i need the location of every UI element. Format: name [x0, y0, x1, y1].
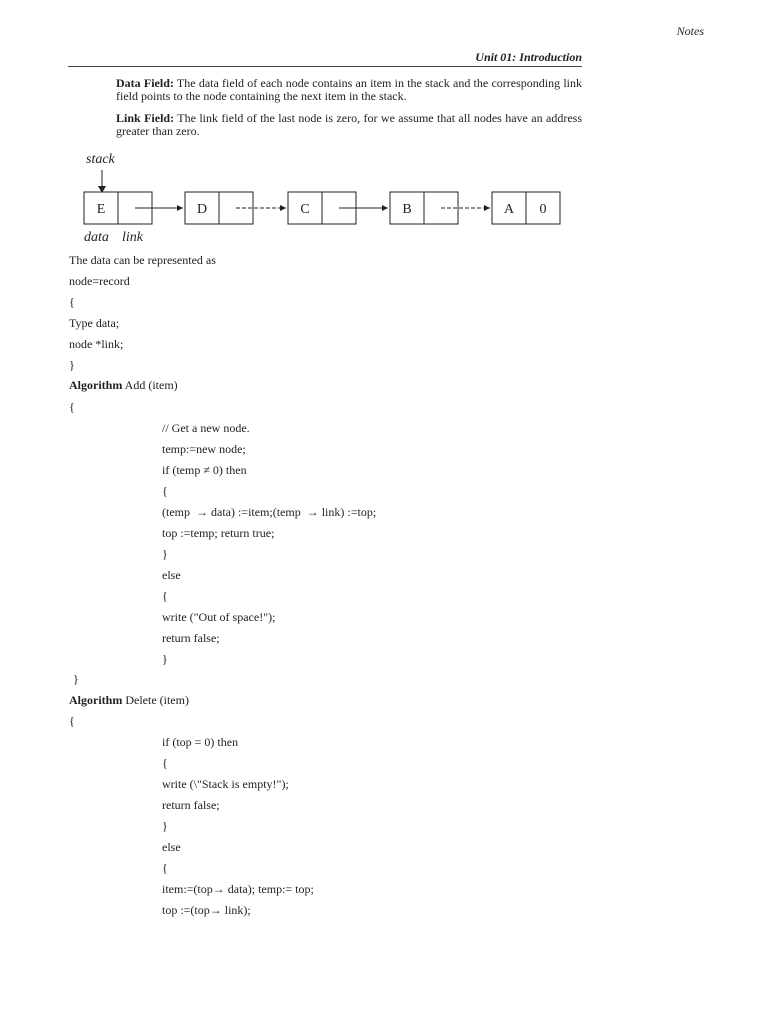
code-line: node=record [69, 274, 130, 288]
code-line: top :=(top→ link); [162, 903, 251, 917]
stack-node [390, 192, 490, 224]
code-line: } [69, 358, 75, 372]
code-line: Type data; [69, 316, 120, 330]
linked-stack-diagram [80, 146, 570, 250]
stack-node [492, 192, 560, 224]
unit-title: Unit 01: Introduction [475, 50, 582, 64]
stack-label: stack [86, 152, 115, 167]
code-line: top :=temp; return true; [162, 526, 275, 540]
code-line: item:=(top→ data); temp:= top; [162, 882, 314, 896]
link-arrowhead [280, 205, 286, 211]
add-signature: Add (item) [122, 378, 178, 392]
link-arrowhead [382, 205, 388, 211]
data-field-definition [116, 77, 582, 103]
link-arrowhead [484, 205, 490, 211]
code-line: } [162, 819, 168, 833]
delete-algorithm-heading [69, 693, 189, 707]
header-rule [68, 66, 582, 67]
data-label: data [84, 230, 109, 245]
data-field-term: Data Field: [116, 76, 174, 90]
node-layer [84, 192, 560, 224]
node-value: C [300, 202, 310, 217]
link-label: link [122, 230, 143, 245]
add-close-brace: } [73, 672, 79, 686]
code-line: if (temp ≠ 0) then [162, 463, 247, 477]
code-line: return false; [162, 798, 220, 812]
code-line: } [162, 652, 168, 666]
delete-open-brace: { [69, 714, 75, 728]
delete-signature: Delete (item) [122, 693, 189, 707]
code-line: { [162, 484, 168, 498]
margin-notes-label: Notes [676, 24, 704, 38]
link-field-term: Link Field: [116, 111, 175, 125]
code-line: { [162, 861, 168, 875]
link-field-text: The link field of the last node is zero, for we assume that all nodes have an address greater than zero. [116, 111, 582, 138]
node-value: D [196, 202, 208, 217]
code-line: else [162, 568, 181, 582]
code-line: { [69, 295, 75, 309]
code-line: { [162, 589, 168, 603]
code-line: } [162, 547, 168, 561]
intro-text: The data can be represented as [69, 253, 216, 267]
code-line: // Get a new node. [162, 421, 250, 435]
delete-keyword: Algorithm [69, 693, 123, 707]
null-link-value: 0 [539, 202, 547, 217]
add-algorithm-heading [69, 378, 178, 392]
stack-node [185, 192, 286, 224]
code-line: write (\"Stack is empty!"); [162, 777, 289, 791]
add-open-brace: { [69, 400, 75, 414]
add-keyword: Algorithm [69, 378, 123, 392]
node-value: A [503, 202, 515, 217]
code-line: { [162, 756, 168, 770]
code-line: write ("Out of space!"); [162, 610, 276, 624]
stack-node [288, 192, 388, 224]
code-line: return false; [162, 631, 220, 645]
code-line: else [162, 840, 181, 854]
code-line: temp:=new node; [162, 442, 246, 456]
data-field-text: The data field of each node contains an item in the stack and the corresponding link field points to the node containing the next item in the stack. [116, 76, 583, 103]
link-field-definition [116, 112, 582, 138]
code-line: if (top = 0) then [162, 735, 239, 749]
stack-node [84, 192, 183, 224]
code-line: node *link; [69, 337, 124, 351]
link-arrowhead [177, 205, 183, 211]
node-value: B [402, 202, 412, 217]
node-value: E [96, 202, 106, 217]
code-line: (temp → data) :=item;(temp → link) :=top; [162, 505, 377, 519]
